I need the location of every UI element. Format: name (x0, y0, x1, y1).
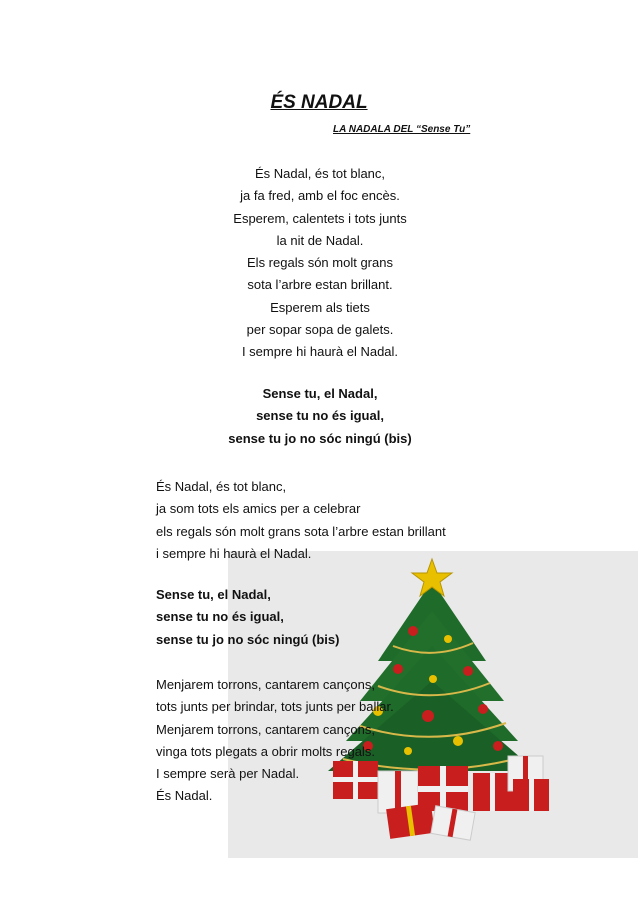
verse-line: Menjarem torrons, cantarem cançons, (156, 677, 375, 692)
song-title: ÉS NADAL (270, 92, 368, 113)
chorus-line: sense tu no és igual, (256, 408, 384, 424)
verse-line: I sempre hi haurà el Nadal. (241, 344, 399, 360)
chorus-line: sense tu jo no sóc ningú (bis) (156, 631, 340, 647)
chorus-2 (156, 584, 456, 651)
verse-line: ja fa fred, amb el foc encès. (240, 188, 400, 204)
verse-line: ja som tots els amics per a celebrar (156, 501, 361, 517)
verse-3 (156, 674, 456, 808)
verse-line: els regals són molt grans sota l’arbre estan brillant (156, 523, 446, 539)
verse-line: Menjarem torrons, cantarem cançons, (156, 721, 375, 737)
verse-line: És Nadal, és tot blanc, (156, 479, 287, 494)
verse-line: I sempre serà per Nadal. (156, 766, 300, 782)
chorus-line: sense tu no és igual, (156, 609, 284, 625)
verse-line: Esperem als tiets (270, 299, 370, 315)
chorus-line: Sense tu, el Nadal, (262, 386, 378, 401)
verse-line: i sempre hi haurà el Nadal. (156, 545, 312, 561)
verse-line: Els regals són molt grans (247, 255, 393, 271)
verse-2 (156, 476, 456, 565)
verse-1 (160, 163, 480, 364)
verse-line: per sopar sopa de galets. (246, 322, 394, 338)
verse-line: Esperem, calentets i tots junts (233, 210, 407, 226)
chorus-1 (160, 383, 480, 450)
verse-line: És Nadal. (156, 788, 213, 804)
chorus-line: sense tu jo no sóc ningú (bis) (228, 430, 412, 446)
verse-line: tots junts per brindar, tots junts per ballar. (156, 699, 394, 715)
song-subtitle: LA NADALA DEL “Sense Tu” (333, 124, 471, 135)
verse-line: vinga tots plegats a obrir molts regals. (156, 743, 375, 759)
verse-line: sota l’arbre estan brillant. (247, 277, 393, 293)
verse-line: la nit de Nadal. (276, 232, 364, 248)
chorus-line: Sense tu, el Nadal, (156, 587, 271, 602)
verse-line: És Nadal, és tot blanc, (254, 166, 386, 181)
